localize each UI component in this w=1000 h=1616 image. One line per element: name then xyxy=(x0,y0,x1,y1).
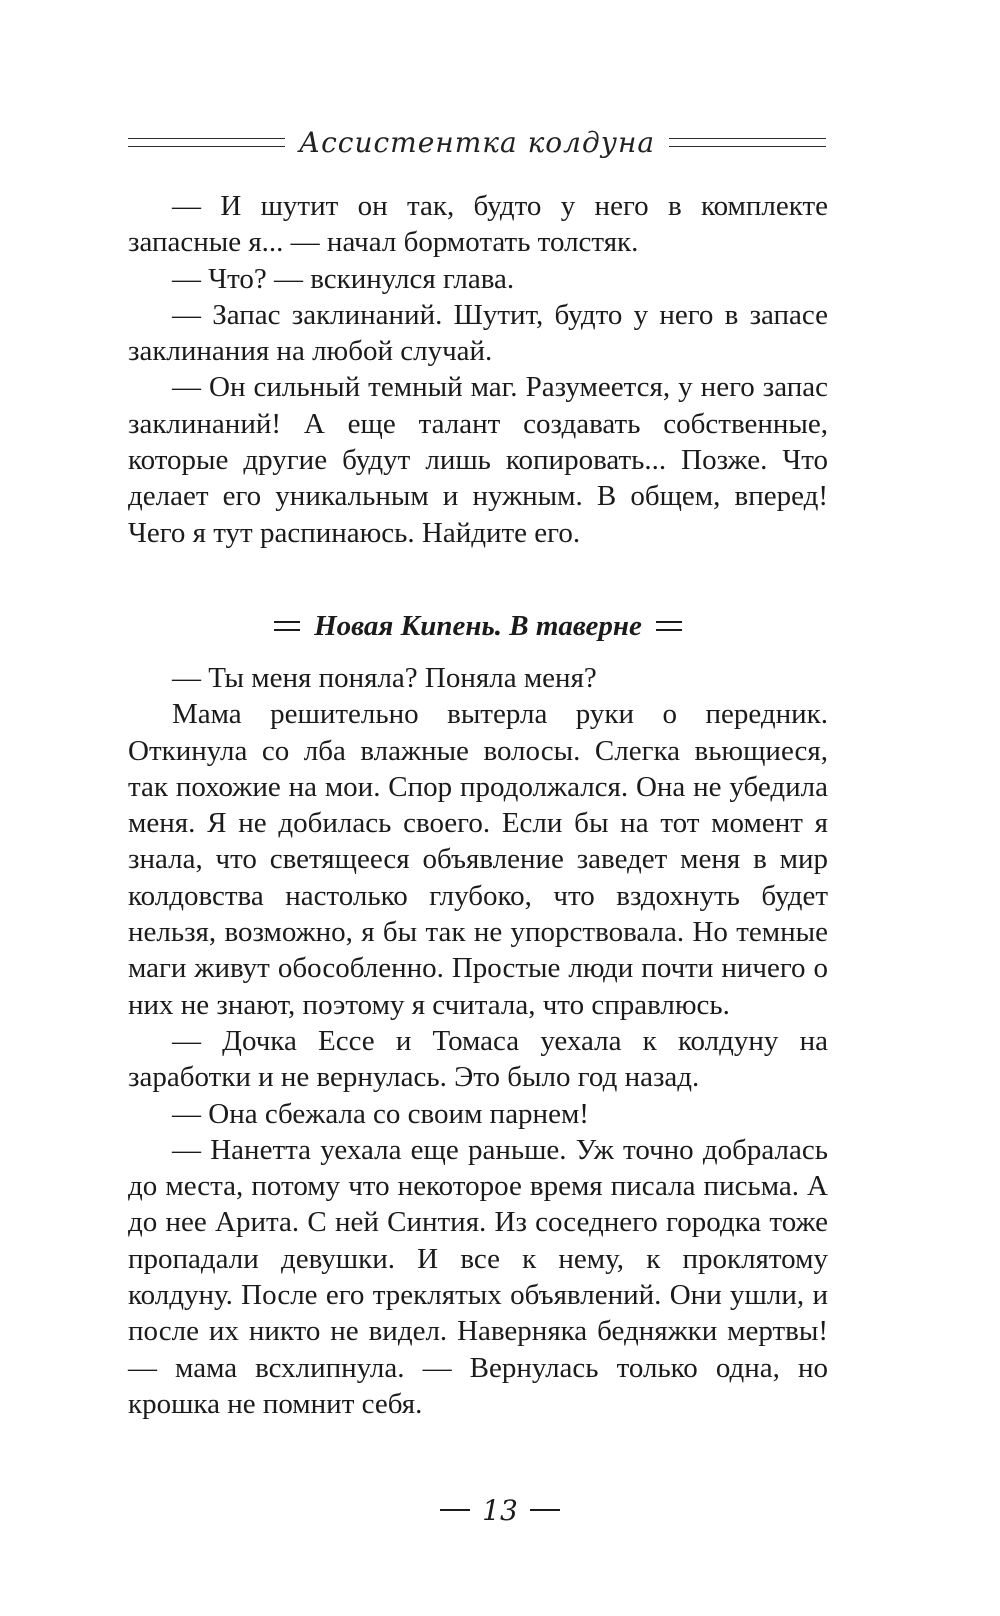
heading-rule-right xyxy=(656,621,682,631)
paragraph: Мама решительно вытерла руки о передник. Откинула со лба влажные волосы. Слегка вьющиеся, так похожие на мои. Спор продолжался. Она не убедила меня. Я не добилась своего. Если бы на тот момент я знала, что светящееся объявление заведет меня в мир колдовства настолько глубоко, что вздохнуть будет нельзя, возможно, я бы так не упорствовала. Но темные маги живут обособленно. Простые люди почти ничего о них не знают, поэтому я считала, что справлюсь. xyxy=(128,698,828,1021)
paragraph: — Что? — вскинулся глава. xyxy=(172,262,515,295)
header-rule-right xyxy=(669,138,826,147)
page-footer xyxy=(0,1488,1000,1532)
paragraph: — И шутит он так, будто у него в комплекте запасные я... — начал бормотать толстяк. xyxy=(128,190,828,259)
paragraph: — Она сбежала со своим парнем! xyxy=(172,1097,589,1130)
page-number: 13 xyxy=(482,1493,518,1527)
footer-dash-right xyxy=(530,1509,560,1511)
section-heading xyxy=(128,606,828,646)
paragraph: — Дочка Ессе и Томаса уехала к колдуну на заработки и не вернулась. Это было год назад. xyxy=(128,1024,828,1094)
text-block-section-1 xyxy=(128,188,828,551)
paragraph: — Запас заклинаний. Шутит, будто у него в запасе заклинания на любой случай. xyxy=(128,298,828,368)
section-heading-text: Новая Кипень. В таверне xyxy=(314,609,642,642)
header-rule-left xyxy=(128,138,285,147)
paragraph: — Нанетта уехала еще раньше. Уж точно добралась до места, потому что некоторое время писала письма. А до нее Арита. С ней Синтия. Из соседнего городка тоже пропадали девушки. И все к нему, к проклятому колдуну. После его треклятых объявлений. Они ушли, и после их никто не видел. Наверняка бедняжки мертвы! — мама всхлипнула. — Вернулась только одна, но крошка не помнит себя. xyxy=(128,1133,828,1420)
heading-rule-left xyxy=(274,621,300,631)
running-header xyxy=(128,120,826,164)
book-title: Ассистентка колдуна xyxy=(298,125,656,159)
text-block-section-2 xyxy=(128,660,828,1422)
paragraph: — Ты меня поняла? Поняла меня? xyxy=(172,662,597,694)
paragraph: — Он сильный темный маг. Разумеется, у него запас заклинаний! А еще талант создавать собственные, которые другие будут лишь копировать... Позже. Что делает его уникальным и нужным. В общем, вперед! Чего я тут распинаюсь. Найдите его. xyxy=(128,371,828,549)
footer-dash-left xyxy=(440,1509,470,1511)
